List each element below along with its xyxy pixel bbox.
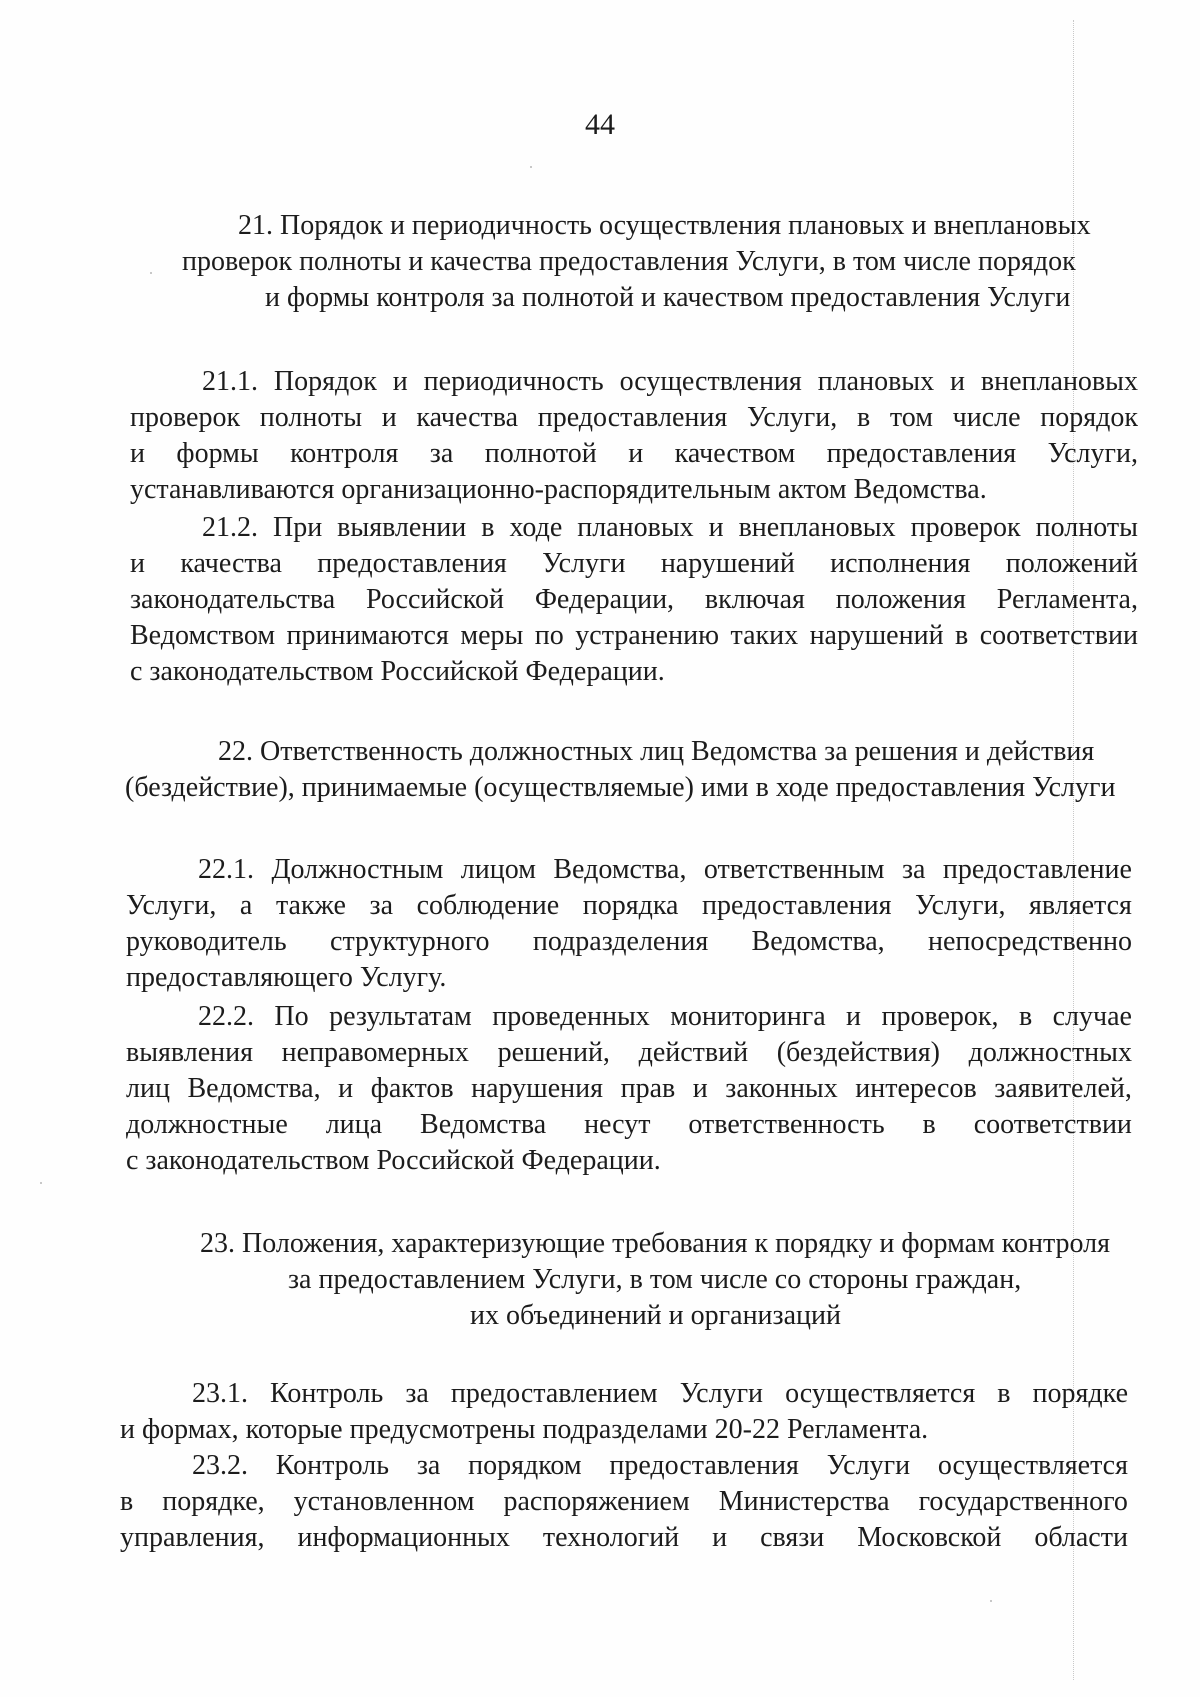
page-number: 44 [585,108,615,141]
word: области [1034,1522,1128,1553]
paragraph-23-2 [120,1448,1128,1556]
word: качеством [674,438,796,469]
word: в [856,402,871,433]
word: в [922,1109,936,1140]
word: лиц [126,1073,170,1104]
word: принимаются [286,620,449,651]
word: и [392,366,408,397]
word: мониторинга [670,1001,826,1032]
word: действий [638,1037,749,1068]
word: формы [176,438,259,469]
paragraph-line: устанавливаются организационно-распорядительным актом Ведомства. [130,474,987,505]
paragraph-line [120,1520,1128,1556]
paragraph-line [130,546,1138,582]
word: государственного [918,1486,1128,1517]
word: проверок [910,512,1021,543]
word: Московской [857,1522,1002,1553]
word: предоставления [317,548,507,579]
heading-line: их объединений и организаций [470,1300,841,1331]
word: соответствии [979,620,1138,651]
word: предоставления [826,438,1017,469]
paragraph-line [130,618,1138,654]
paragraph-line [130,510,1138,546]
word: осуществления [619,366,802,397]
paragraph-line [126,924,1132,960]
word: том [889,402,933,433]
paragraph-line [130,436,1138,472]
word: таких [730,620,799,651]
word: соответствии [973,1109,1132,1140]
word: 21.2. [202,512,258,543]
word: Регламента, [996,584,1138,615]
word: нарушений [660,548,795,579]
paragraph-line: с законодательством Российской Федерации. [126,1145,661,1176]
word: руководитель [126,926,287,957]
word: предоставление [942,854,1132,885]
word: Министерства [718,1486,890,1517]
word: и [692,1073,708,1104]
paragraph-line: предоставляющего Услугу. [126,962,447,993]
word: ответственность [688,1109,885,1140]
word: решений, [497,1037,610,1068]
word: является [1029,890,1132,921]
word: технологий [542,1522,680,1553]
paragraph-line [130,400,1138,436]
word: несут [584,1109,651,1140]
word: в [955,620,969,651]
word: осуществляется [785,1378,976,1409]
paragraph-22-2 [126,999,1132,1179]
word: 22.1. [198,854,254,885]
heading-line: за предоставлением Услуги, в том числе со стороны граждан, [288,1264,1022,1295]
word: и [712,1522,728,1553]
word: качества [416,402,519,433]
word: выявлении [337,512,467,543]
word: лицом [460,854,536,885]
paragraph-line [126,852,1132,888]
word: Ведомства, [553,854,687,885]
word: подразделения [532,926,709,957]
word: 23.2. [192,1450,248,1481]
word: заявителей, [994,1073,1132,1104]
word: Услуги [826,1450,911,1481]
paragraph-line: с законодательством Российской Федерации. [130,656,665,687]
word: нарушений [809,620,944,651]
word: качества [180,548,282,579]
word: и [950,366,966,397]
word: за [901,854,926,885]
word: порядке [1032,1378,1128,1409]
word: фактов [370,1073,454,1104]
heading-line: 21. Порядок и периодичность осуществления плановых и внеплановых [238,210,1091,241]
paragraph-line [130,582,1138,618]
word: Контроль [270,1378,384,1409]
word: плановых [817,366,935,397]
paragraph-23-1 [120,1376,1128,1448]
word: Российской [365,584,504,615]
word: по [534,620,564,651]
word: предоставления [609,1450,799,1481]
word: включая [704,584,805,615]
word: и [338,1073,354,1104]
word: в [481,512,495,543]
word: Услуги [542,548,626,579]
heading-line: 23. Положения, характеризующие требования к порядку и формам контроля [200,1228,1111,1259]
paragraph-line [126,1071,1132,1107]
word: и [130,548,145,579]
word: Ведомством [130,620,276,651]
word: и [708,512,724,543]
word: соблюдение [416,890,560,921]
paragraph-line [126,888,1132,924]
paragraph-line [126,1035,1132,1071]
word: непосредственно [928,926,1132,957]
word: также [275,890,346,921]
word: и [628,438,644,469]
word: предоставлением [450,1378,658,1409]
word: полноты [1035,512,1138,543]
heading-line: (бездействие), принимаемые (осуществляемые) ими в ходе предоставления Услуги [125,772,1116,803]
word: предоставления [702,890,892,921]
word: положений [1005,548,1138,579]
word: устранению [575,620,719,651]
word: в [997,1378,1011,1409]
word: выявления [126,1037,254,1068]
heading-line: 22. Ответственность должностных лиц Ведомства за решения и действия [218,736,1095,767]
word: за [429,438,454,469]
paragraph-line: и формах, которые предусмотрены подразделами 20-22 Регламента. [120,1414,929,1445]
word: По [274,1001,309,1032]
word: порядок [1040,402,1138,433]
word: нарушения [471,1073,604,1104]
word: Услуги, [915,890,1006,921]
word: должностные [126,1109,288,1140]
word: исполнения [830,548,971,579]
word: порядке, [162,1486,265,1517]
word: информационных [297,1522,510,1553]
word: Услуги, [746,402,838,433]
word: в [1018,1001,1033,1032]
word: распоряжением [503,1486,690,1517]
word: проверок [130,402,241,433]
word: неправомерных [281,1037,469,1068]
word: меры [460,620,524,651]
scan-speck [150,272,152,274]
word: Услуги [679,1378,764,1409]
word: и [381,402,397,433]
word: порядка [582,890,679,921]
word: в [120,1486,134,1517]
word: 23.1. [192,1378,248,1409]
word: Ведомства, [751,926,885,957]
word: Контроль [275,1450,390,1481]
paragraph-line [126,1107,1132,1143]
heading-line: и формы контроля за полнотой и качеством предоставления Услуги [265,282,1071,313]
word: числе [952,402,1021,433]
word: и [846,1001,862,1032]
word: ходе [509,512,563,543]
word: прав [620,1073,676,1104]
word: Ведомства [420,1109,547,1140]
word: а [239,890,253,921]
word: интересов [855,1073,977,1104]
word: положения [835,584,966,615]
word: полнотой [484,438,597,469]
word: Услуги, [126,890,217,921]
word: 22.2. [198,1001,254,1032]
paragraph-21-1 [130,364,1138,508]
word: законных [725,1073,838,1104]
paragraph-line [120,1376,1128,1412]
word: проведенных [492,1001,650,1032]
paragraph-line [130,364,1138,400]
word: результатам [329,1001,472,1032]
word: При [272,512,323,543]
word: Услуги, [1047,438,1138,469]
word: Должностным [271,854,444,885]
word: структурного [330,926,490,957]
word: полноты [259,402,363,433]
word: за [405,1378,429,1409]
word: внеплановых [980,366,1138,397]
word: и [130,438,145,469]
word: осуществляется [937,1450,1128,1481]
word: связи [760,1522,825,1553]
word: порядком [468,1450,582,1481]
word: законодательства [130,584,336,615]
word: лица [325,1109,383,1140]
word: плановых [577,512,694,543]
word: случае [1052,1001,1132,1032]
word: управления, [120,1522,265,1553]
word: 21.1. [202,366,258,397]
word: периодичность [423,366,604,397]
word: должностных [968,1037,1132,1068]
paragraph-line [126,999,1132,1035]
scan-speck [40,1182,42,1184]
word: внеплановых [738,512,896,543]
paragraph-21-2 [130,510,1138,690]
scan-speck [530,166,532,168]
word: за [416,1450,441,1481]
word: контроля [290,438,399,469]
paragraph-line [120,1484,1128,1520]
word: Порядок [273,366,377,397]
heading-line: проверок полноты и качества предоставления Услуги, в том числе порядок [182,246,1076,277]
word: Федерации, [534,584,675,615]
word: предоставления [537,402,728,433]
word: проверок, [881,1001,999,1032]
word: Ведомства, [187,1073,321,1104]
word: установленном [293,1486,475,1517]
word: за [369,890,394,921]
scan-speck [990,1600,992,1602]
paragraph-22-1 [126,852,1132,996]
word: ответственным [703,854,885,885]
paragraph-line [120,1448,1128,1484]
word: (бездействия) [776,1037,940,1068]
